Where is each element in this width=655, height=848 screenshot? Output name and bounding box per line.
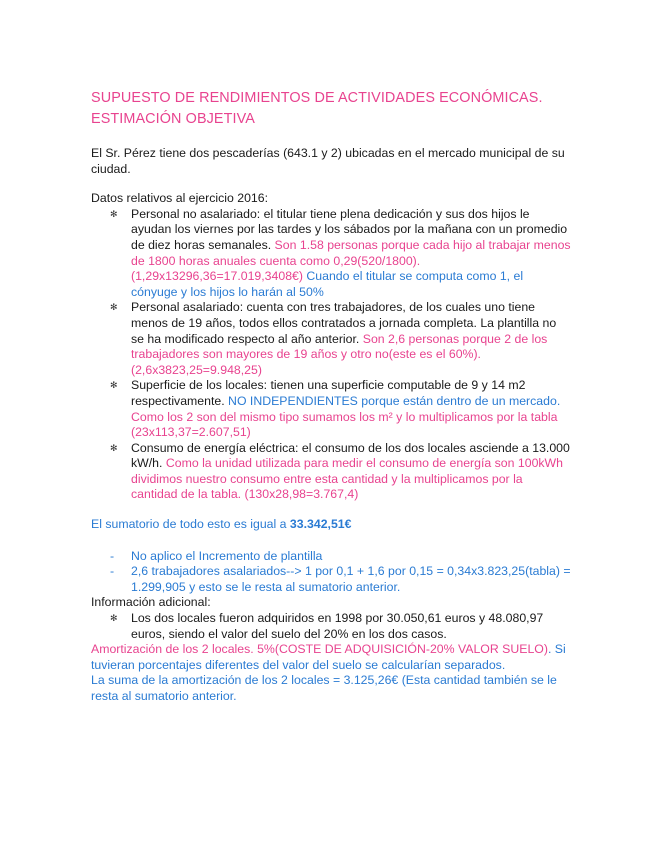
item-note-pink: Como los 2 son del mismo tipo sumamos los m² y lo multiplicamos por la tabla (23x113,37=2.607,51) bbox=[131, 409, 558, 440]
list-item bbox=[106, 441, 571, 503]
item-text: Personal no asalariado: el titular tiene plena dedicación y sus dos hijos le ayudan los viernes por las tardes y los sábados por la mañana con un promedio de diez horas semanales. bbox=[131, 206, 568, 252]
list-item bbox=[106, 549, 571, 565]
list-item bbox=[106, 564, 571, 595]
list-item bbox=[106, 300, 571, 378]
item-note-pink: Como la unidad utilizada para medir el consumo de energía son 100kWh dividimos nuestro consumo entre esta cantidad y la multiplicamos por la cantidad de la tabla. (130x28,98=3.767,4) bbox=[131, 456, 563, 502]
bullet-star-icon: ✻ bbox=[110, 208, 118, 219]
bullet-star-icon: ✻ bbox=[110, 442, 118, 453]
page-title: SUPUESTO DE RENDIMIENTOS DE ACTIVIDADES ECONÓMICAS. ESTIMACIÓN OBJETIVA bbox=[91, 90, 543, 127]
list-item bbox=[106, 378, 571, 440]
item-note-blue: NO INDEPENDIENTES porque están dentro de un mercado. bbox=[224, 393, 561, 408]
intro-paragraph: El Sr. Pérez tiene dos pescaderías (643.1 y 2) ubicadas en el mercado municipal de su ciudad. bbox=[91, 146, 565, 176]
item-text: Los dos locales fueron adquiridos en 1998 por 30.050,61 euros y 48.080,97 euros, siendo el valor del suelo del 20% en los dos casos. bbox=[131, 611, 544, 641]
item-text: Consumo de energía eléctrica: el consumo de los dos locales asciende a 13.000 kW/h. bbox=[131, 440, 570, 471]
dash-icon: - bbox=[110, 548, 115, 563]
document-page bbox=[91, 88, 571, 705]
item-note-pink: Son 2,6 personas porque 2 de los trabajadores son mayores de 19 años y otro no(este es el 60%). (2,6x3823,25=9.948,25) bbox=[131, 331, 548, 377]
item-note-pink: Son 1.58 personas porque cada hijo al trabajar menos de 1800 horas anuales cuenta como 0,29(520/1800). (1,29x13296,36=17.019,3408€) bbox=[131, 237, 571, 284]
sum-value: 33.342,51€ bbox=[289, 517, 352, 532]
datos-list bbox=[91, 207, 571, 503]
list-item bbox=[106, 611, 571, 642]
list-item bbox=[106, 207, 571, 301]
amortization-pink: Amortización de los 2 locales. 5%(COSTE DE ADQUISICIÓN-20% VALOR SUELO) bbox=[91, 642, 548, 657]
sum-paragraph bbox=[91, 517, 571, 533]
sum-text: El sumatorio de todo esto es igual a bbox=[91, 517, 290, 532]
item-text: Personal asalariado: cuenta con tres trabajadores, de los cuales uno tiene menos de 19 años, todos ellos contratados a jornada completa. La plantilla no se ha modificado respecto al año anterior. bbox=[131, 300, 557, 346]
item-text: Superficie de los locales: tienen una superficie computable de 9 y 14 m2 respectivamente. bbox=[131, 378, 526, 408]
amortization-paragraph bbox=[91, 642, 571, 673]
bullet-star-icon: ✻ bbox=[110, 613, 118, 624]
item-note-blue: Cuando el titular se computa como 1, el cónyuge y los hijos lo harán al 50% bbox=[131, 269, 524, 299]
datos-heading: Datos relativos al ejercicio 2016: bbox=[91, 191, 269, 206]
final-paragraph: La suma de la amortización de los 2 locales = 3.125,26€ (Esta cantidad también se le resta al sumatorio anterior. bbox=[91, 673, 557, 703]
item-text: No aplico el Incremento de plantilla bbox=[131, 548, 323, 563]
item-text: 2,6 trabajadores asalariados--> 1 por 0,1 + 1,6 por 0,15 = 0,34x3.823,25(tabla) = 1.299,905 y esto se le resta al sumatorio anterior. bbox=[131, 564, 571, 594]
dash-icon: - bbox=[110, 564, 115, 579]
bullet-star-icon: ✻ bbox=[110, 302, 118, 313]
info-heading: Información adicional: bbox=[91, 595, 211, 610]
ajustes-list bbox=[91, 549, 571, 596]
amortization-blue: . Si tuvieran porcentajes diferentes del valor del suelo se calcularían separados. bbox=[91, 642, 566, 672]
info-list bbox=[91, 611, 571, 642]
bullet-star-icon: ✻ bbox=[110, 380, 118, 391]
